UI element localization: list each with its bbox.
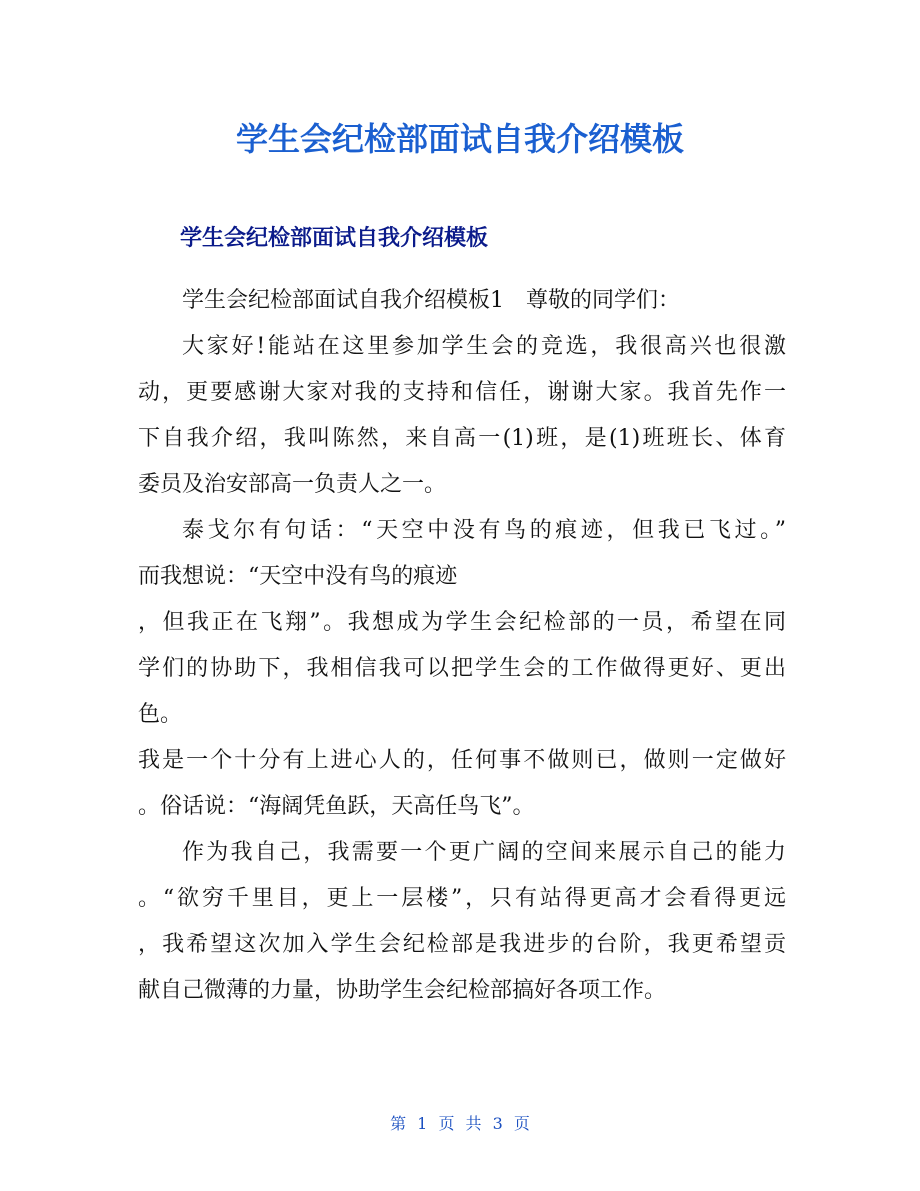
document-body xyxy=(138,278,786,1014)
body-line: 。俗话说：“海阔凭鱼跃，天高任鸟飞”。 xyxy=(138,794,535,819)
body-line: 学生会纪检部面试自我介绍模板1 尊敬的同学们： xyxy=(182,288,680,313)
page-title: 学生会纪检部面试自我介绍模板 xyxy=(235,120,684,158)
body-line: 作为我自己，我需要一个更广阔的空间来展示自己的能力 xyxy=(182,840,786,865)
body-line: ，但我正在飞翔”。我想成为学生会纪检部的一员，希望在同 xyxy=(138,610,786,635)
body-line: 献自己微薄的力量，协助学生会纪检部搞好各项工作。 xyxy=(138,978,667,1003)
page-number-footer: 第 1 页 共 3 页 xyxy=(390,1114,530,1133)
body-line: 我是一个十分有上进心人的，任何事不做则已，做则一定做好 xyxy=(138,748,786,773)
body-line: 色。 xyxy=(138,702,183,727)
body-line: 泰戈尔有句话：“天空中没有鸟的痕迹，但我已飞过。” xyxy=(182,518,786,543)
body-line: 。“欲穷千里目，更上一层楼”，只有站得更高才会看得更远 xyxy=(138,886,786,911)
body-line: 大家好!能站在这里参加学生会的竞选，我很高兴也很激 xyxy=(182,334,786,359)
body-line: 下自我介绍，我叫陈然，来自高一(1)班，是(1)班班长、体育 xyxy=(138,426,786,451)
body-line: ，我希望这次加入学生会纪检部是我进步的台阶，我更希望贡 xyxy=(138,932,786,957)
body-line: 而我想说：“天空中没有鸟的痕迹 xyxy=(138,564,458,589)
body-line: 学们的协助下，我相信我可以把学生会的工作做得更好、更出 xyxy=(138,656,786,681)
body-line: 动，更要感谢大家对我的支持和信任，谢谢大家。我首先作一 xyxy=(138,380,786,405)
section-heading: 学生会纪检部面试自我介绍模板 xyxy=(180,226,489,251)
body-line: 委员及治安部高一负责人之一。 xyxy=(138,472,447,497)
